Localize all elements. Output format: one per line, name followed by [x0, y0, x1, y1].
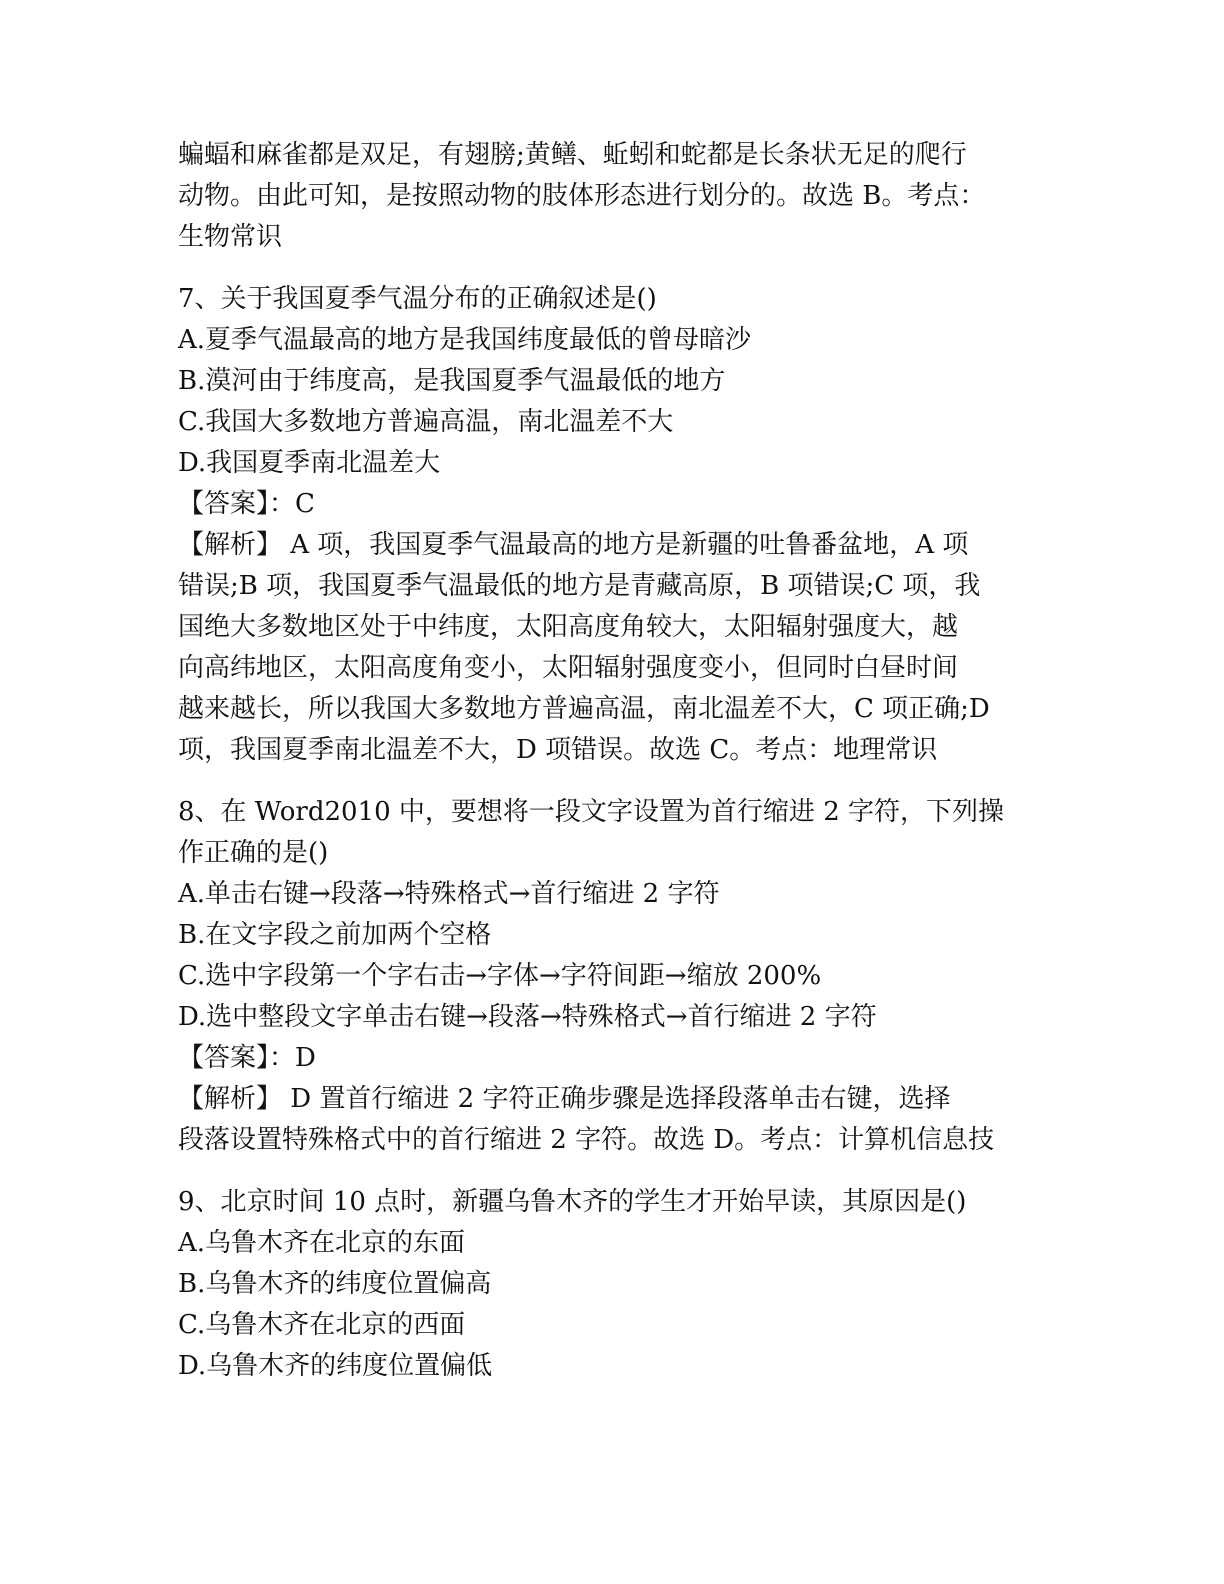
question-stem: 7、关于我国夏季气温分布的正确叙述是() — [178, 284, 657, 314]
option-c: C.选中字段第一个字右击→字体→字符间距→缩放 200% — [178, 961, 822, 991]
answer-line: 【答案】：D — [178, 1043, 316, 1073]
option-a: A.乌鲁木齐在北京的东面 — [178, 1228, 466, 1258]
question-7 — [178, 279, 1048, 771]
explanation-line: 段落设置特殊格式中的首行缩进 2 字符。故选 D。考点：计算机信息技 — [178, 1125, 995, 1155]
explanation-line: 【解析】 D 置首行缩进 2 字符正确步骤是选择段落单击右键，选择 — [178, 1084, 951, 1114]
text-line: 生物常识 — [178, 222, 283, 252]
document-page — [178, 135, 1048, 1387]
option-d: D.乌鲁木齐的纬度位置偏低 — [178, 1351, 493, 1381]
explanation-line: 项，我国夏季南北温差不大，D 项错误。故选 C。考点：地理常识 — [178, 735, 938, 765]
text-line: 蝙蝠和麻雀都是双足，有翅膀;黄鳝、蚯蚓和蛇都是长条状无足的爬行 — [178, 140, 967, 170]
option-c: C.我国大多数地方普遍高温，南北温差不大 — [178, 407, 674, 437]
question-8 — [178, 792, 1048, 1161]
explanation-line: 错误;B 项，我国夏季气温最低的地方是青藏高原，B 项错误;C 项，我 — [178, 571, 981, 601]
option-b: B.在文字段之前加两个空格 — [178, 920, 492, 950]
question-stem: 作正确的是() — [178, 838, 329, 868]
intro-paragraph — [178, 135, 1048, 258]
option-d: D.我国夏季南北温差大 — [178, 448, 441, 478]
text-line: 动物。由此可知，是按照动物的肢体形态进行划分的。故选 B。考点： — [178, 181, 986, 211]
question-stem: 9、北京时间 10 点时，新疆乌鲁木齐的学生才开始早读，其原因是() — [178, 1187, 967, 1217]
question-9 — [178, 1182, 1048, 1387]
explanation-line: 【解析】 A 项，我国夏季气温最高的地方是新疆的吐鲁番盆地，A 项 — [178, 530, 969, 560]
answer-line: 【答案】：C — [178, 489, 315, 519]
option-b: B.乌鲁木齐的纬度位置偏高 — [178, 1269, 492, 1299]
option-b: B.漠河由于纬度高，是我国夏季气温最低的地方 — [178, 366, 726, 396]
explanation-line: 越来越长，所以我国大多数地方普遍高温，南北温差不大，C 项正确;D — [178, 694, 990, 724]
question-stem: 8、在 Word2010 中，要想将一段文字设置为首行缩进 2 字符，下列操 — [178, 797, 1004, 827]
explanation-line: 向高纬地区，太阳高度角变小，太阳辐射强度变小，但同时白昼时间 — [178, 653, 959, 683]
explanation-line: 国绝大多数地区处于中纬度，太阳高度角较大，太阳辐射强度大，越 — [178, 612, 959, 642]
option-d: D.选中整段文字单击右键→段落→特殊格式→首行缩进 2 字符 — [178, 1002, 877, 1032]
option-a: A.单击右键→段落→特殊格式→首行缩进 2 字符 — [178, 879, 720, 909]
option-a: A.夏季气温最高的地方是我国纬度最低的曾母暗沙 — [178, 325, 752, 355]
option-c: C.乌鲁木齐在北京的西面 — [178, 1310, 466, 1340]
